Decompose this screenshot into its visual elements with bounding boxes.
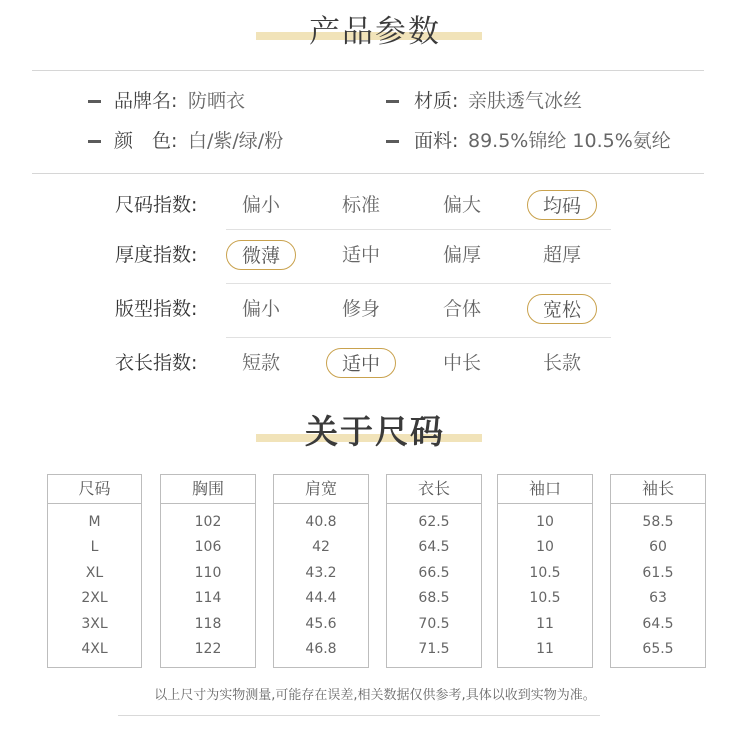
index-option-selected: 微薄 xyxy=(226,240,296,270)
index-label: 版型指数: xyxy=(115,298,198,320)
info-material-label: 材质: xyxy=(414,90,459,112)
size-cell: 66.5 xyxy=(418,565,450,581)
page-title: 产品参数 xyxy=(309,14,441,50)
size-cell: 10.5 xyxy=(529,590,561,606)
info-fabric-label: 面料: xyxy=(414,130,459,152)
footnote: 以上尺寸为实物测量,可能存在误差,相关数据仅供参考,具体以收到实物为准。 xyxy=(154,688,596,703)
row-divider xyxy=(226,337,611,338)
index-option: 标准 xyxy=(341,194,380,216)
info-fabric xyxy=(386,128,716,154)
size-column-header: 胸围 xyxy=(161,475,255,504)
size-cell: 65.5 xyxy=(642,641,674,657)
size-cell: 68.5 xyxy=(418,590,450,606)
index-option: 适中 xyxy=(341,244,380,266)
dash-icon xyxy=(88,100,101,103)
size-cell: 2XL xyxy=(81,590,108,606)
size-cell: 40.8 xyxy=(305,514,337,530)
size-column-header: 袖长 xyxy=(611,475,705,504)
size-cell: 60 xyxy=(649,539,667,555)
size-cell: 10 xyxy=(536,514,554,530)
size-cell: 46.8 xyxy=(305,641,337,657)
info-brand xyxy=(88,88,388,114)
size-cell: 114 xyxy=(194,590,222,606)
size-cell: 43.2 xyxy=(305,565,337,581)
index-option: 偏小 xyxy=(241,298,280,320)
index-option-selected: 均码 xyxy=(527,190,597,220)
size-cell: 64.5 xyxy=(418,539,450,555)
size-cell: 71.5 xyxy=(418,641,450,657)
size-cell: 42 xyxy=(312,539,330,555)
size-cell: XL xyxy=(85,565,104,581)
index-option: 偏大 xyxy=(442,194,481,216)
size-cell: 44.4 xyxy=(305,590,337,606)
index-option: 合体 xyxy=(442,298,481,320)
size-cell: 64.5 xyxy=(642,616,674,632)
size-cell: 61.5 xyxy=(642,565,674,581)
row-divider xyxy=(226,283,611,284)
info-material xyxy=(386,88,716,114)
size-column xyxy=(47,474,142,668)
size-cell: 11 xyxy=(536,641,554,657)
size-cell: 10.5 xyxy=(529,565,561,581)
index-label: 尺码指数: xyxy=(115,194,198,216)
size-cell: 122 xyxy=(194,641,222,657)
size-column-header: 衣长 xyxy=(387,475,481,504)
size-column-header: 袖口 xyxy=(498,475,592,504)
index-option: 长款 xyxy=(542,352,581,374)
size-cell: 70.5 xyxy=(418,616,450,632)
info-fabric-value: 89.5%锦纶 10.5%氨纶 xyxy=(468,130,671,152)
info-color xyxy=(88,128,388,154)
size-cell: 110 xyxy=(194,565,222,581)
section-title-params xyxy=(0,6,750,51)
size-cell: 102 xyxy=(194,514,222,530)
size-cell: L xyxy=(90,539,99,555)
size-column xyxy=(386,474,482,668)
divider xyxy=(32,70,704,71)
divider xyxy=(32,173,704,174)
index-option: 超厚 xyxy=(542,244,581,266)
row-divider xyxy=(226,229,611,230)
bottom-divider xyxy=(118,715,600,716)
index-label: 厚度指数: xyxy=(115,244,198,266)
section-title: 关于尺码 xyxy=(305,412,445,451)
size-cell: 45.6 xyxy=(305,616,337,632)
size-cell: 118 xyxy=(194,616,222,632)
size-column xyxy=(497,474,593,668)
size-cell: 58.5 xyxy=(642,514,674,530)
index-option: 偏厚 xyxy=(442,244,481,266)
index-option: 中长 xyxy=(442,352,481,374)
size-cell: 10 xyxy=(536,539,554,555)
size-cell: 3XL xyxy=(81,616,108,632)
size-cell: M xyxy=(88,514,101,530)
size-column xyxy=(273,474,369,668)
size-cell: 62.5 xyxy=(418,514,450,530)
info-brand-label: 品牌名: xyxy=(114,90,178,112)
dash-icon xyxy=(88,140,101,143)
info-color-value: 白/紫/绿/粉 xyxy=(188,130,284,152)
dash-icon xyxy=(386,140,399,143)
size-column xyxy=(160,474,256,668)
size-cell: 63 xyxy=(649,590,667,606)
index-option: 偏小 xyxy=(241,194,280,216)
size-column-header: 尺码 xyxy=(48,475,141,504)
index-label: 衣长指数: xyxy=(115,352,198,374)
index-option: 短款 xyxy=(241,352,280,374)
dash-icon xyxy=(386,100,399,103)
size-column-header: 肩宽 xyxy=(274,475,368,504)
size-cell: 11 xyxy=(536,616,554,632)
info-material-value: 亲肤透气冰丝 xyxy=(468,90,583,112)
index-option-selected: 宽松 xyxy=(527,294,597,324)
size-cell: 4XL xyxy=(81,641,108,657)
info-color-label: 颜 色: xyxy=(114,130,178,152)
index-option: 修身 xyxy=(341,298,380,320)
section-title-size xyxy=(0,406,750,453)
size-cell: 106 xyxy=(194,539,222,555)
info-brand-value: 防晒衣 xyxy=(188,90,246,112)
size-column xyxy=(610,474,706,668)
index-option-selected: 适中 xyxy=(326,348,396,378)
